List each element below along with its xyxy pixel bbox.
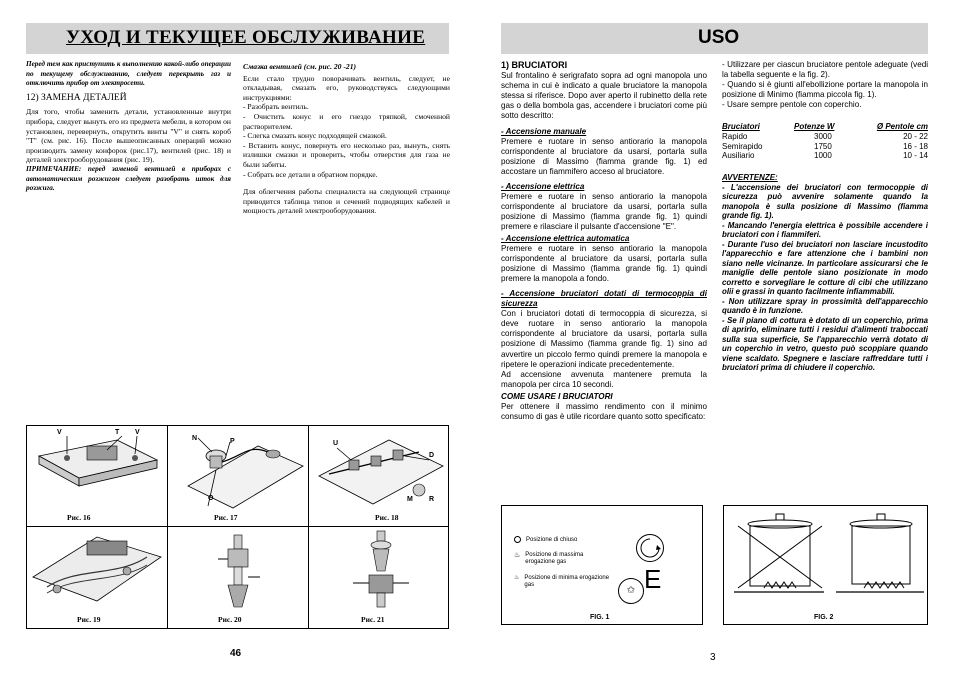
- figure-20: [167, 526, 309, 629]
- table-header: Ø Pentole cm: [876, 122, 928, 132]
- figure-17-caption: Рис. 17: [214, 513, 238, 522]
- intro-warning: Перед тем как приступить к выполнению какой-либо операции по текущему обслуживанию, следует перекрыть газ и отключить прибор от электросети.: [26, 60, 231, 88]
- ignition-button-icon: ✩: [618, 578, 644, 604]
- fig1-caption: FIG. 1: [590, 614, 610, 621]
- table-row: [722, 142, 928, 152]
- table-cell: 10 - 14: [903, 151, 928, 161]
- left-title-bar: [26, 23, 449, 54]
- table-cell: Rapido: [722, 132, 748, 142]
- block-text-electric: Premere e ruotare in senso antiorario la manopola corrispondente al bruciatore da usarsi, portarla sulla posizione di Massimo (fiamma grande fig. 1) quindi premere e rilasciare il pulsante d'accensione "E".: [501, 192, 707, 232]
- figure-16: [26, 425, 168, 527]
- right-page-number: 3: [710, 652, 716, 663]
- table-cell: Semirapido: [722, 141, 763, 151]
- left-page-title: УХОД И ТЕКУЩЕЕ ОБСЛУЖИВАНИЕ: [66, 27, 426, 48]
- block-text-manual: Premere e ruotare in senso antiorario la manopola corrispondente al bruciatore da usarsi, portarla sulla posizione di Massimo (fiamma grande fig. 1) ed accostare un fiammifero acceso al bruciatore.: [501, 136, 707, 176]
- figure-20-caption: Рис. 20: [218, 615, 242, 624]
- block-title-auto: - Accensione elettrica automatica: [501, 233, 630, 243]
- left-figure-grid: [26, 425, 449, 629]
- lube-footer: Для облегчения работы специалиста на следующей странице приводится таблица типов и сечений подводящих кабелей и мощность деталей электрооборудования.: [243, 187, 450, 216]
- figure-18-label: M: [407, 496, 413, 503]
- right-title-bar: [501, 23, 928, 54]
- large-flame-icon: ♨: [514, 552, 521, 560]
- block-title-manual: - Accensione manuale: [501, 126, 587, 136]
- block-title-howto: COME USARE I BRUCIATORI: [501, 391, 613, 401]
- block-text-auto: Premere e ruotare in senso antiorario la manopola corrispondente al bruciatore da usarsi, portarla sulla posizione di Massimo (fiamma grande fig. 1) quindi premere la manopola a fondo.: [501, 243, 707, 283]
- figure-17: [167, 425, 309, 527]
- figure-17-label: N: [192, 435, 198, 442]
- figure-16-label: T: [115, 429, 120, 436]
- left-page-number: 46: [230, 648, 242, 659]
- table-cell: 1750: [814, 141, 832, 151]
- legend-closed: [514, 536, 614, 544]
- right-page-title: USO: [698, 27, 740, 48]
- warning-item: - Mancando l'energia elettrica è possibile accendere i bruciatori con i fiammiferi.: [722, 220, 928, 240]
- fig2-caption: FIG. 2: [814, 614, 834, 621]
- legend-max-label: Posizione di massima erogazione gas: [525, 552, 584, 566]
- figure-16-caption: Рис. 16: [67, 513, 91, 522]
- lube-step: - Слегка смазать конус подходящей смазкой.: [243, 131, 387, 141]
- warning-item: - L'accensione dei bruciatori con termocoppie di sicurezza può avvenire solamente quando la manopola è sulla posizione di Massimo (fiamma grande fig. 1).: [722, 182, 928, 221]
- tip: - Quando si è giunti all'ebollizione portare la manopola in posizione di Minimo (fiamma piccola fig. 1).: [722, 80, 928, 100]
- figure-18-label: U: [333, 440, 339, 447]
- figure-16-label: V: [135, 429, 140, 436]
- figure-21-drawing: [309, 527, 448, 611]
- figure-17-label: P: [230, 438, 235, 445]
- ignition-button-letter: E: [644, 564, 662, 594]
- small-flame-icon: ♨: [514, 574, 520, 581]
- right-column-1: [501, 60, 707, 422]
- knob-diagram: [636, 534, 664, 562]
- figure-20-drawing: [168, 527, 308, 611]
- figure-18-drawing: [309, 426, 448, 510]
- block-title-electric: - Accensione elettrica: [501, 182, 585, 192]
- block-text-howto: Per ottenere il massimo rendimento con il minimo consumo di gas è utile ricordare quanto sotto specificato:: [501, 402, 707, 422]
- legend-min-label: Posizione di minima erogazione gas: [524, 574, 610, 588]
- table-cell: 3000: [814, 132, 832, 142]
- lube-step: - Очистить конус и его гнездо тряпкой, смоченной растворителем.: [243, 111, 450, 131]
- legend-max: [514, 552, 614, 566]
- block-title-thermocouple: - Accensione bruciatori dotati di termocoppia di sicurezza: [501, 288, 707, 309]
- figure-21-caption: Рис. 21: [361, 615, 385, 624]
- table-cell: 20 - 22: [903, 132, 928, 142]
- section-text-burners: Sul frontalino è serigrafato sopra ad ogni manopola uno schema in cui è indicato a quale bruciatore la manopola stessa si riferisce. Dopo aver aperto il rubinetto della rete gas o della bombola gas, accendere i bruciatori come più sotto descritto:: [501, 71, 707, 121]
- figure-2: [723, 505, 928, 625]
- figure-18: [308, 425, 449, 527]
- figure-19-drawing: [27, 527, 167, 611]
- table-row: [722, 132, 928, 142]
- figure-18-label: R: [429, 496, 435, 503]
- warning-item: - Se il piano di cottura è dotato di un coperchio, prima di aprirlo, eliminare tutti i residui d'alimenti traboccati sulla sua superficie, Se l'apparecchio verrà dotato di un coperchio in vetro, questo può scoppiare quando viene scaldato. Spegnere e lasciare raffreddare tutti i bruciatori prima di chiudere il coperchio.: [722, 315, 928, 373]
- table-header: Potenze W: [794, 122, 835, 132]
- warning-item: - Durante l'uso dei bruciatori non lasciare incustodito l'apparecchio e fare attenzione che i bambini non siano nelle vicinanze. In particolare assicurarsi che le maniglie delle pentole siano posizionate in modo corretto e sorvegliare le cotture di cibi che utilizzano olii e grassi in quanto facilmente infiammabili.: [722, 239, 928, 297]
- legend-closed-label: Posizione di chiuso: [526, 537, 578, 544]
- note-text: ПРИМЕЧАНИЕ: перед заменой вентилей в приборах с автоматическим розжигом следует разобрать шток для розжига.: [26, 164, 231, 193]
- figure-17-drawing: [168, 426, 308, 510]
- section-text-replacement: Для того, чтобы заменить детали, установленные внутри прибора, следует вынуть его из предмета мебели, в котором он установлен, перевернуть, открутить винты "V" и снять короб "T" (см. рис. 16). После вышеописанных операций можно производить замену конфорок (рис.17), вентилей (рис. 18) и деталей электрооборудования (рис. 19).: [26, 107, 231, 165]
- legend-min: [514, 575, 614, 589]
- table-cell: 1000: [814, 151, 832, 161]
- block-text-thermocouple: Con i bruciatori dotati di termocoppia di sicurezza, si deve ruotare in senso antiorario la manopola corrispondente al bruciatore da usarsi, portarla sulla posizione di Massimo (fiamma grande fig. 1) sino ad avvertire un piccolo fermo quindi premere la manopola e ripetere le operazioni indicate precedentemente. Ad accensione avvenuta mantenere premuta la manopola per circa 10 secondi.: [501, 309, 707, 389]
- lube-title: Смазка вентилей (см. рис. 20 -21): [243, 62, 357, 71]
- warnings-title: AVVERTENZE:: [722, 172, 778, 182]
- figure-16-label: V: [57, 429, 62, 436]
- lube-step: - Вставить конус, повернуть его несколько раз, вынуть, снять излишки смазки и проверить, чтобы отверстия для газа не были забиты.: [243, 140, 450, 169]
- knob-arrow-icon: [637, 535, 663, 561]
- warning-item: - Non utilizzare spray in prossimità dell'apparecchio quando è in funzione.: [722, 296, 928, 316]
- figure-1: [501, 505, 703, 625]
- closed-icon: [514, 536, 521, 543]
- table-header-row: [722, 122, 928, 132]
- tip: - Utilizzare per ciascun bruciatore pentole adeguate (vedi la tabella seguente e la fig. 2).: [722, 60, 928, 80]
- burner-table: [722, 122, 928, 160]
- figure-2-drawing: [724, 506, 927, 610]
- table-cell: Ausiliario: [722, 151, 755, 161]
- right-column-2: [722, 60, 928, 373]
- figure-17-label: O: [208, 495, 214, 502]
- left-column-2: [243, 62, 450, 216]
- section-title-burners: 1) BRUCIATORI: [501, 60, 568, 70]
- figure-19: [26, 526, 168, 629]
- figure-18-label: D: [429, 452, 435, 459]
- fig1-legend: [514, 536, 614, 589]
- figure-16-drawing: [27, 426, 167, 510]
- table-row: [722, 151, 928, 161]
- figure-19-caption: Рис. 19: [77, 615, 101, 624]
- table-cell: 16 - 18: [903, 141, 928, 151]
- left-column-1: [26, 60, 231, 194]
- tip: - Usare sempre pentole con coperchio.: [722, 100, 862, 110]
- figure-21: [308, 526, 449, 629]
- lube-step: - Собрать все детали в обратном порядке.: [243, 169, 378, 179]
- lube-step: - Разобрать вентиль.: [243, 102, 309, 112]
- table-header: Bruciatori: [722, 122, 760, 132]
- figure-18-caption: Рис. 18: [375, 513, 399, 522]
- lube-text: Если стало трудно поворачивать вентиль, следует, не откладывая, смазать его, руководствуясь следующими инструкциями:: [243, 73, 450, 102]
- section-title-replacement: 12) ЗАМЕНА ДЕТАЛЕЙ: [26, 92, 127, 103]
